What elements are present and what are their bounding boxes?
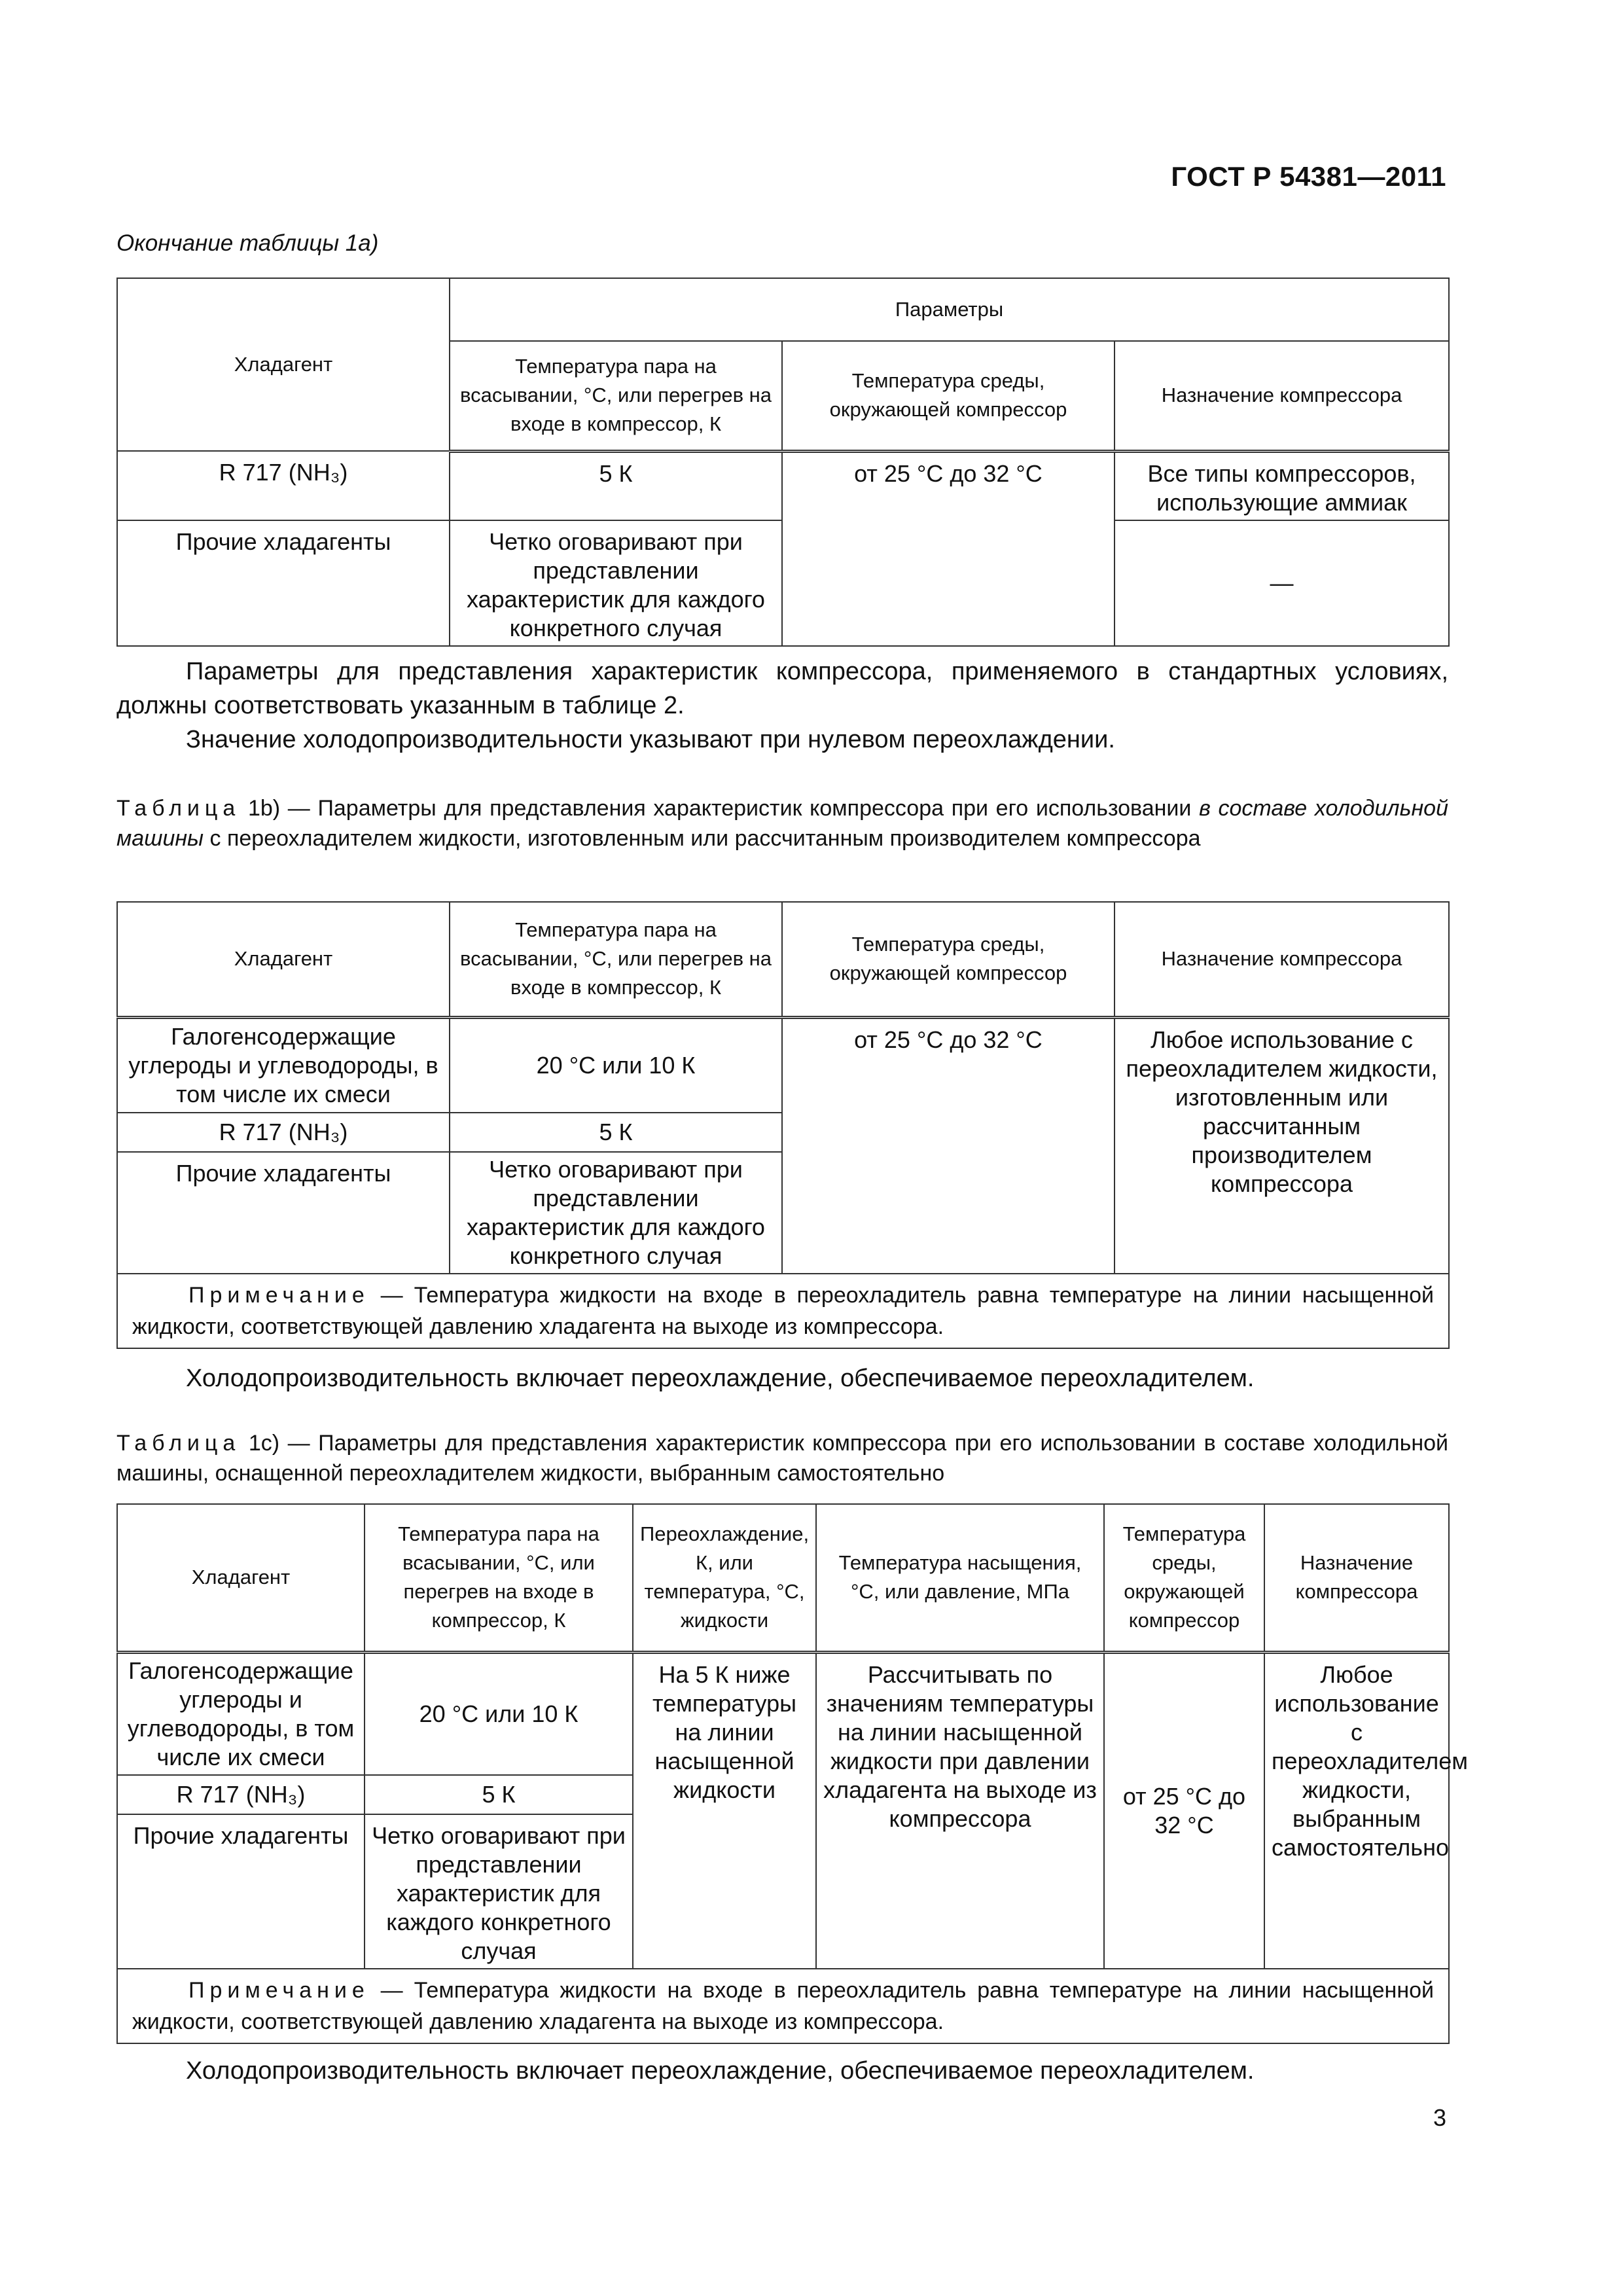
header-suction: Температура пара на всасывании, °С, или перегрев на входе в компрессор, К: [450, 341, 782, 451]
note-label: Примечание: [188, 1283, 370, 1308]
cell-refrigerant: R 717 (NH₃): [117, 1113, 450, 1152]
cell-refrigerant: R 717 (NH₃): [117, 451, 450, 520]
table-1c: [116, 1503, 1469, 2044]
paragraph: Холодопроизводительность включает переохлаждение, обеспечиваемое переохладителем.: [186, 1365, 1255, 1392]
cell-purpose: —: [1115, 520, 1449, 646]
table-1b-caption: Таблица 1b) — Параметры для представления характеристик компрессора при его использовании в составе холодильной машины с переохладителем жидкости, изготовленным или рассчитанным производителем компрессора: [116, 796, 1448, 851]
cell-suction: 20 °С или 10 К: [450, 1017, 782, 1113]
cell-ambient: от 25 °С до 32 °С: [782, 1017, 1115, 1274]
table-number: 1b): [247, 796, 281, 821]
cell-purpose: Любое использование с переохладителем жидкости, выбранным самостоятельно: [1264, 1652, 1449, 1969]
cell-suction: 5 К: [450, 451, 782, 520]
paragraph-block-2: [116, 1361, 1448, 1395]
paragraph-block-1: [116, 655, 1448, 757]
table-1a-end: [116, 278, 1450, 647]
cell-refrigerant: R 717 (NH₃): [117, 1775, 365, 1814]
header-params: Параметры: [450, 278, 1449, 341]
header-suction: Температура пара на всасывании, °С, или перегрев на входе в компрессор, К: [450, 902, 782, 1017]
cell-refrigerant: Прочие хладагенты: [117, 1814, 365, 1969]
header-suction: Температура пара на всасывании, °С, или перегрев на входе в компрессор, К: [365, 1504, 633, 1652]
cell-refrigerant: Галогенсодержащие углероды и углеводороды, в том числе их смеси: [117, 1652, 365, 1775]
table-note: [117, 1274, 1449, 1348]
cell-suction: 20 °С или 10 К: [365, 1652, 633, 1775]
table-label: Таблица: [116, 1431, 241, 1456]
caption-italic: в составе холодильной машины: [116, 796, 1448, 851]
cell-refrigerant: Прочие хладагенты: [117, 1152, 450, 1274]
cell-suction: Четко оговаривают при представлении характеристик для каждого конкретного случая: [365, 1814, 633, 1969]
note-label: Примечание: [188, 1978, 370, 2003]
cell-ambient: от 25 °С до 32 °С: [1104, 1652, 1264, 1969]
page-number: 3: [1433, 2104, 1446, 2131]
table-note: [117, 1969, 1449, 2043]
cell-refrigerant: Прочие хладагенты: [117, 520, 450, 646]
header-ambient: Температура среды, окружающей компрессор: [782, 341, 1115, 451]
header-ambient: Температура среды, окружающей компрессор: [1104, 1504, 1264, 1652]
cell-purpose: Все типы компрессоров, использующие аммиак: [1115, 451, 1449, 520]
header-purpose: Назначение компрессора: [1264, 1504, 1449, 1652]
table-1c-caption: Таблица 1c) — Параметры для представления характеристик компрессора при его использовании в составе холодильной машины, оснащенной переохладителем жидкости, выбранным самостоятельно: [116, 1431, 1449, 1486]
header-refrigerant: Хладагент: [117, 902, 450, 1017]
header-ambient: Температура среды, окружающей компрессор: [782, 902, 1115, 1017]
table-label: Таблица: [116, 796, 241, 821]
table-number: 1c): [248, 1431, 280, 1456]
table-1a-end-caption: Окончание таблицы 1a): [116, 230, 379, 256]
header-refrigerant: Хладагент: [117, 1504, 365, 1652]
header-purpose: Назначение компрессора: [1115, 902, 1449, 1017]
paragraph: Параметры для представления характеристик компрессора, применяемого в стандартных условиях, должны соответствовать указанным в таблице 2.: [116, 658, 1448, 719]
cell-subcool: На 5 К ниже температуры на линии насыщенной жидкости: [633, 1652, 816, 1969]
paragraph: Холодопроизводительность включает переохлаждение, обеспечиваемое переохладителем.: [186, 2057, 1255, 2085]
paragraph-block-3: [116, 2054, 1448, 2088]
note-text: — Температура жидкости на входе в переохладитель равна температуре на линии насыщенной жидкости, соответствующей давлению хладагента на выходе из компрессора.: [132, 1978, 1434, 2034]
header-subcool: Переохлаждение, К, или температура, °С, жидкости: [633, 1504, 816, 1652]
paragraph: Значение холодопроизводительности указывают при нулевом переохлаждении.: [186, 726, 1115, 753]
note-text: — Температура жидкости на входе в переохладитель равна температуре на линии насыщенной жидкости, соответствующей давлению хладагента на выходе из компрессора.: [132, 1283, 1434, 1339]
cell-saturation: Рассчитывать по значениям температуры на линии насыщенной жидкости при давлении хладагента на выходе из компрессора: [816, 1652, 1104, 1969]
cell-suction: Четко оговаривают при представлении характеристик для каждого конкретного случая: [450, 1152, 782, 1274]
cell-refrigerant: Галогенсодержащие углероды и углеводороды, в том числе их смеси: [117, 1017, 450, 1113]
cell-suction: 5 К: [365, 1775, 633, 1814]
cell-suction: 5 К: [450, 1113, 782, 1152]
cell-ambient: от 25 °С до 32 °С: [782, 451, 1115, 646]
cell-suction: Четко оговаривают при представлении характеристик для каждого конкретного случая: [450, 520, 782, 646]
header-saturation: Температура насыщения, °С, или давление, МПа: [816, 1504, 1104, 1652]
cell-purpose: Любое использование с переохладителем жидкости, изготовленным или рассчитанным производителем компрессора: [1115, 1017, 1449, 1274]
header-refrigerant: Хладагент: [117, 278, 450, 451]
header-purpose: Назначение компрессора: [1115, 341, 1449, 451]
table-1b: [116, 901, 1450, 1349]
document-id: ГОСТ Р 54381—2011: [1171, 161, 1446, 192]
